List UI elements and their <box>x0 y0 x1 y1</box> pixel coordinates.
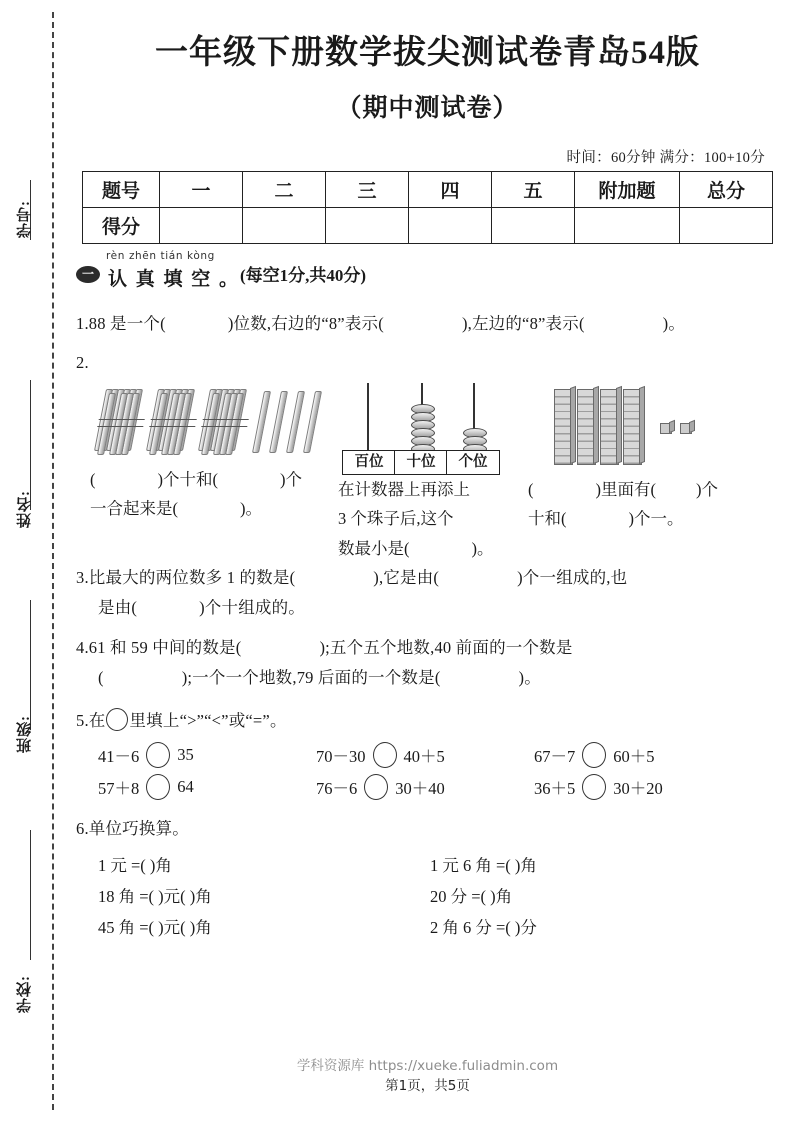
question-5-number: 5. <box>76 710 89 730</box>
compare-1-circle[interactable] <box>146 742 170 768</box>
loose-stick-2 <box>269 391 288 453</box>
section-one-heading <box>76 249 793 300</box>
question-4-text-d: );一个一个地数,79 后面的一个数是( <box>181 668 441 688</box>
compare-item-5 <box>316 774 534 800</box>
compare-item-4 <box>98 774 316 800</box>
compare-2-right: 40＋5 <box>403 747 445 767</box>
bundle-tie-2 <box>149 419 197 427</box>
question-2-abacus-text <box>338 475 520 564</box>
question-5-row-1 <box>98 742 793 768</box>
compare-3-circle[interactable] <box>582 742 606 768</box>
bundle-tie-3 <box>201 419 249 427</box>
compare-4-left: 57＋8 <box>98 779 140 799</box>
conversion-item-1[interactable]: 1 元 =( )角 <box>98 855 172 875</box>
question-3-text-a: 比最大的两位数多 1 的数是( <box>88 567 296 587</box>
block-rod-3 <box>600 389 619 465</box>
block-rod-4 <box>623 389 642 465</box>
question-1-text-c: ),左边的“8”表示( <box>461 313 585 333</box>
section-marker-icon <box>76 266 100 283</box>
block-rod-2 <box>577 389 596 465</box>
question-5-prompt-b: 里填上“>”“<”或“=”。 <box>129 710 287 730</box>
page-footer <box>62 1056 793 1098</box>
q2-c-text-2: )里面有( <box>595 479 656 499</box>
table-row-scores <box>83 207 773 243</box>
question-2-column-blocks <box>528 379 793 534</box>
q2-a-text-5: )。 <box>240 499 262 519</box>
compare-2-left: 70－30 <box>316 747 366 767</box>
question-2-blocks-text <box>528 475 793 534</box>
stick-bundle-1 <box>100 389 142 451</box>
question-2 <box>76 379 793 558</box>
question-6-row-2 <box>98 883 793 907</box>
block-cube-1 <box>660 423 672 434</box>
base-ten-blocks-illustration <box>554 379 754 475</box>
compare-item-1 <box>98 742 316 768</box>
exam-page <box>62 0 793 1122</box>
score-cell-extra[interactable] <box>575 207 680 243</box>
score-table-header-extra: 附加题 <box>575 171 680 207</box>
score-table-header-3: 三 <box>326 171 409 207</box>
sticks-illustration <box>100 379 330 465</box>
section-pinyin: rèn zhēn tián kòng <box>106 249 215 262</box>
question-3-text-e: )个十组成的。 <box>199 598 306 618</box>
score-cell-3[interactable] <box>326 207 409 243</box>
question-5 <box>76 703 793 737</box>
score-table <box>82 171 773 244</box>
compare-6-left: 36＋5 <box>534 779 576 799</box>
margin-rule-4 <box>30 830 31 960</box>
q2-a-text-4: 一合起来是( <box>90 499 178 519</box>
abacus-place-ones: 个位 <box>446 450 500 475</box>
margin-label-class: 班级: <box>17 715 33 753</box>
compare-5-left: 76－6 <box>316 779 358 799</box>
compare-item-3 <box>534 742 752 768</box>
score-table-header-2: 二 <box>243 171 326 207</box>
score-table-header-total: 总分 <box>680 171 773 207</box>
footer-source: 学科资源库 https://xueke.fuliadmin.com <box>296 1058 559 1075</box>
score-cell-5[interactable] <box>492 207 575 243</box>
conversion-item-6[interactable]: 2 角 6 分 =( )分 <box>430 917 537 937</box>
question-6-row-3 <box>98 914 793 938</box>
question-3-text-b: ),它是由( <box>373 567 440 587</box>
question-1-number: 1. <box>76 313 89 333</box>
compare-item-6 <box>534 774 752 800</box>
question-1-text-b: )位数,右边的“8”表示( <box>227 313 384 333</box>
section-marker-label: 一 <box>82 266 95 281</box>
question-4-number: 4. <box>76 637 89 657</box>
question-3-text-d: 是由( <box>98 598 138 618</box>
abacus-place-hundreds: 百位 <box>342 450 396 475</box>
score-table-row-label: 得分 <box>83 207 160 243</box>
block-cube-2 <box>680 423 692 434</box>
stick-bundle-2 <box>152 389 194 451</box>
q2-a-text-2: )个十和( <box>157 469 218 489</box>
q2-c-text-3: )个 <box>696 479 718 499</box>
footer-page-number: 第1页，共5页 <box>385 1078 470 1095</box>
score-cell-4[interactable] <box>409 207 492 243</box>
compare-4-circle[interactable] <box>146 774 170 800</box>
margin-rule-3 <box>30 600 31 730</box>
section-points: (每空1分,共40分) <box>240 265 367 285</box>
loose-stick-1 <box>252 391 271 453</box>
score-cell-total[interactable] <box>680 207 773 243</box>
question-6-title: 单位巧换算。 <box>88 819 189 839</box>
compare-5-circle[interactable] <box>364 774 388 800</box>
question-4-text-c: ( <box>98 668 104 688</box>
compare-2-circle[interactable] <box>373 742 397 768</box>
q2-a-text-3: )个 <box>280 469 302 489</box>
question-1-text-a: 88 是一个( <box>88 313 166 333</box>
left-margin-strip <box>0 0 62 1122</box>
compare-1-left: 41－6 <box>98 747 140 767</box>
score-cell-1[interactable] <box>160 207 243 243</box>
question-3-number: 3. <box>76 567 89 587</box>
table-row-headers <box>83 171 773 207</box>
stick-bundle-3 <box>204 389 246 451</box>
question-4 <box>76 633 793 694</box>
score-table-header-5: 五 <box>492 171 575 207</box>
q2-b-line-1: 在计数器上再添上 <box>338 479 470 499</box>
page-subtitle: （期中测试卷） <box>336 94 519 122</box>
conversion-item-3[interactable]: 18 角 =( )元( )角 <box>98 886 212 906</box>
question-5-prompt-circle-icon <box>106 708 128 731</box>
compare-item-2 <box>316 742 534 768</box>
question-1 <box>76 309 793 340</box>
question-3-text-c: )个一组成的,也 <box>517 567 628 587</box>
question-2-number-line <box>76 348 793 379</box>
question-1-text-d: )。 <box>662 313 686 333</box>
score-table-header-label: 题号 <box>83 171 160 207</box>
question-2-sticks-text <box>90 465 340 524</box>
question-3 <box>76 563 793 624</box>
question-4-text-e: )。 <box>518 668 541 688</box>
question-6-row-1 <box>98 852 793 876</box>
bundle-tie-1 <box>97 419 145 427</box>
abacus-illustration <box>342 379 512 475</box>
margin-label-student-id: 学号: <box>17 200 33 238</box>
abacus-place-tens: 十位 <box>394 450 448 475</box>
question-2-number: 2. <box>76 353 89 373</box>
section-title: 认 真 填 空 。 <box>108 268 241 290</box>
compare-4-right: 64 <box>177 777 194 797</box>
question-4-text-a: 61 和 59 中间的数是( <box>88 637 242 657</box>
block-rod-1 <box>554 389 573 465</box>
q2-b-text-3: 数最小是( <box>338 539 410 558</box>
question-5-prompt-a: 在 <box>88 710 106 730</box>
score-table-header-1: 一 <box>160 171 243 207</box>
q2-a-text-1: ( <box>90 469 96 489</box>
exam-meta-line: 时间：60分钟 满分：100+10分 <box>566 149 765 166</box>
compare-3-right: 60＋5 <box>613 747 655 767</box>
question-4-text-b: );五个五个地数,40 前面的一个数是 <box>319 637 573 657</box>
question-5-row-2 <box>98 774 793 800</box>
question-2-column-sticks <box>90 379 340 524</box>
q2-b-text-4: )。 <box>471 539 494 558</box>
compare-6-circle[interactable] <box>582 774 606 800</box>
score-cell-2[interactable] <box>243 207 326 243</box>
abacus-rod-hundreds <box>367 383 369 452</box>
question-2-column-abacus <box>338 379 520 564</box>
compare-1-right: 35 <box>177 745 194 765</box>
q2-c-text-4: 十和( <box>528 509 567 529</box>
margin-label-school: 学校: <box>17 975 33 1013</box>
compare-6-right: 30＋20 <box>613 779 663 799</box>
page-title: 一年级下册数学拔尖测试卷青岛54版 <box>155 35 700 71</box>
conversion-item-5[interactable]: 45 角 =( )元( )角 <box>98 917 212 937</box>
conversion-item-4[interactable]: 20 分 =( )角 <box>430 886 513 906</box>
compare-5-right: 30＋40 <box>395 779 445 799</box>
score-table-header-4: 四 <box>409 171 492 207</box>
loose-stick-3 <box>286 391 305 453</box>
compare-3-left: 67－7 <box>534 747 576 767</box>
loose-stick-4 <box>303 391 322 453</box>
dashed-fold-line <box>52 12 54 1110</box>
q2-c-text-5: )个一。 <box>628 509 684 529</box>
q2-c-text-1: ( <box>528 479 534 499</box>
margin-label-name: 姓名: <box>17 490 33 528</box>
conversion-item-2[interactable]: 1 元 6 角 =( )角 <box>430 855 537 875</box>
question-6-number: 6. <box>76 819 89 839</box>
q2-b-line-2: 3 个珠子后,这个 <box>338 509 454 529</box>
question-6 <box>76 814 793 845</box>
